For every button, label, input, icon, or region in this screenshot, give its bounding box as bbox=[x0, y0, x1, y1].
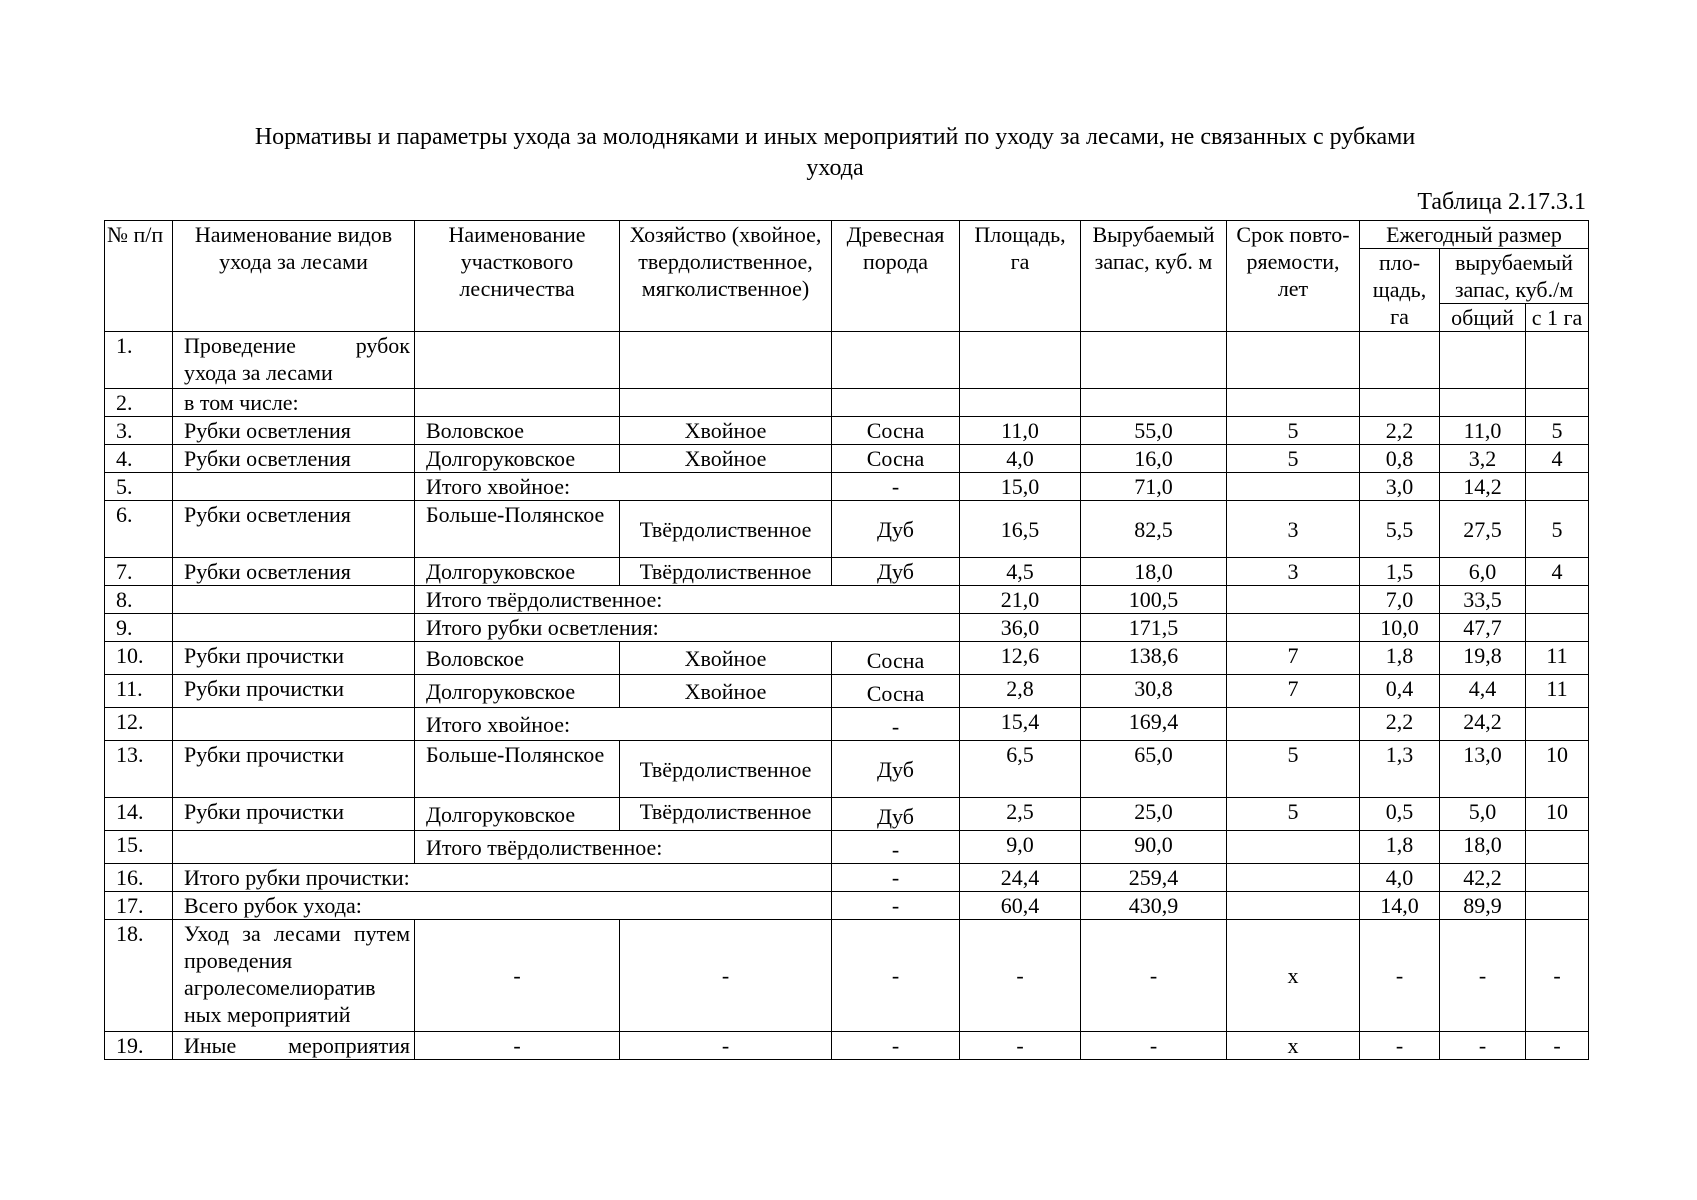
cell-num: 13. bbox=[105, 741, 173, 798]
cell-annual-total: 47,7 bbox=[1440, 614, 1526, 642]
header-volume: Вырубаемый запас, куб. м bbox=[1081, 221, 1227, 332]
cell-annual-per-ha: - bbox=[1526, 1032, 1589, 1060]
cell-annual-total: 14,2 bbox=[1440, 473, 1526, 501]
cell-annual-total: 6,0 bbox=[1440, 558, 1526, 586]
table-row bbox=[105, 1032, 1589, 1060]
header-forestry: Наименование участкового лесничества bbox=[415, 221, 620, 332]
cell-annual-total: 5,0 bbox=[1440, 798, 1526, 831]
cell-economy: Твёрдолиственное bbox=[620, 501, 832, 558]
cell-annual-area: 10,0 bbox=[1360, 614, 1440, 642]
cell-species: Сосна bbox=[832, 445, 960, 473]
table-row bbox=[105, 864, 1589, 892]
table-row bbox=[105, 501, 1589, 558]
header-period: Срок повто-ряемости, лет bbox=[1227, 221, 1360, 332]
table-row bbox=[105, 708, 1589, 741]
cell-annual-total: 19,8 bbox=[1440, 642, 1526, 675]
cell-economy: - bbox=[620, 920, 832, 1032]
cell-volume: 71,0 bbox=[1081, 473, 1227, 501]
cell-subtotal-label: Итого хвойное: bbox=[415, 473, 832, 501]
cell-volume: 65,0 bbox=[1081, 741, 1227, 798]
table-row bbox=[105, 558, 1589, 586]
cell-num: 12. bbox=[105, 708, 173, 741]
cell-type: Рубки осветления bbox=[173, 501, 415, 558]
cell-species: - bbox=[832, 864, 960, 892]
cell-annual-per-ha: 11 bbox=[1526, 675, 1589, 708]
cell-annual-area: 1,8 bbox=[1360, 831, 1440, 864]
cell-volume: 430,9 bbox=[1081, 892, 1227, 920]
cell-annual-area: 14,0 bbox=[1360, 892, 1440, 920]
cell-num: 10. bbox=[105, 642, 173, 675]
header-economy: Хозяйство (хвойное, твердолиственное, мягколиственное) bbox=[620, 221, 832, 332]
cell-annual-per-ha: - bbox=[1526, 920, 1589, 1032]
cell-volume: 171,5 bbox=[1081, 614, 1227, 642]
cell-species: - bbox=[832, 708, 960, 741]
cell-forestry: - bbox=[415, 920, 620, 1032]
cell-num: 8. bbox=[105, 586, 173, 614]
cell-area: 16,5 bbox=[960, 501, 1081, 558]
cell-volume: 169,4 bbox=[1081, 708, 1227, 741]
cell-annual-total: - bbox=[1440, 1032, 1526, 1060]
header-annual-total: общий bbox=[1440, 304, 1526, 332]
cell-annual-total: 3,2 bbox=[1440, 445, 1526, 473]
cell-annual-per-ha: 4 bbox=[1526, 445, 1589, 473]
table-row bbox=[105, 741, 1589, 798]
cell-volume: 25,0 bbox=[1081, 798, 1227, 831]
cell-species: Дуб bbox=[832, 501, 960, 558]
cell-annual-per-ha: 10 bbox=[1526, 741, 1589, 798]
cell-annual-total: 33,5 bbox=[1440, 586, 1526, 614]
cell-species: - bbox=[832, 892, 960, 920]
cell-subtotal-label: Итого твёрдолиственное: bbox=[415, 831, 832, 864]
cell-economy: Хвойное bbox=[620, 675, 832, 708]
cell-type: Рубки прочистки bbox=[173, 675, 415, 708]
cell-num: 3. bbox=[105, 417, 173, 445]
cell-annual-area: 0,4 bbox=[1360, 675, 1440, 708]
cell-annual-area: 7,0 bbox=[1360, 586, 1440, 614]
cell-species: - bbox=[832, 473, 960, 501]
cell-annual-area: 1,5 bbox=[1360, 558, 1440, 586]
cell-area: 4,5 bbox=[960, 558, 1081, 586]
document-title bbox=[190, 122, 1480, 184]
cell-volume: 138,6 bbox=[1081, 642, 1227, 675]
cell-annual-area: 5,5 bbox=[1360, 501, 1440, 558]
cell-annual-area: - bbox=[1360, 920, 1440, 1032]
cell-period: 3 bbox=[1227, 558, 1360, 586]
cell-type: Рубки прочистки bbox=[173, 642, 415, 675]
table-row bbox=[105, 417, 1589, 445]
cell-volume: 82,5 bbox=[1081, 501, 1227, 558]
cell-type: Проведение рубок ухода за лесами bbox=[173, 332, 415, 389]
cell-num: 11. bbox=[105, 675, 173, 708]
cell-area: 2,5 bbox=[960, 798, 1081, 831]
cell-period: 5 bbox=[1227, 417, 1360, 445]
header-area: Площадь, га bbox=[960, 221, 1081, 332]
cell-num: 5. bbox=[105, 473, 173, 501]
cell-forestry: - bbox=[415, 1032, 620, 1060]
cell-num: 14. bbox=[105, 798, 173, 831]
cell-forestry: Долгоруковское bbox=[415, 675, 620, 708]
cell-annual-per-ha: 10 bbox=[1526, 798, 1589, 831]
cell-annual-per-ha: 5 bbox=[1526, 417, 1589, 445]
cell-area: - bbox=[960, 920, 1081, 1032]
cell-subtotal-label: Итого твёрдолиственное: bbox=[415, 586, 960, 614]
title-line-1: Нормативы и параметры ухода за молодняками и иных мероприятий по уходу за лесами, не связанных с рубками bbox=[254, 124, 1416, 150]
cell-species: - bbox=[832, 1032, 960, 1060]
cell-area: - bbox=[960, 1032, 1081, 1060]
table-row bbox=[105, 586, 1589, 614]
cell-num: 16. bbox=[105, 864, 173, 892]
table-row bbox=[105, 332, 1589, 389]
cell-subtotal-label: Итого рубки осветления: bbox=[415, 614, 960, 642]
cell-annual-area: 1,3 bbox=[1360, 741, 1440, 798]
cell-num: 2. bbox=[105, 389, 173, 417]
cell-annual-total: 4,4 bbox=[1440, 675, 1526, 708]
cell-volume: 30,8 bbox=[1081, 675, 1227, 708]
cell-economy: Твёрдолиственное bbox=[620, 558, 832, 586]
header-num: № п/п bbox=[105, 221, 173, 332]
title-line-2: ухода bbox=[806, 155, 864, 181]
cell-annual-area: 1,8 bbox=[1360, 642, 1440, 675]
forest-care-table bbox=[104, 220, 1589, 1060]
cell-total-label: Всего рубок ухода: bbox=[173, 892, 832, 920]
cell-area: 11,0 bbox=[960, 417, 1081, 445]
cell-economy: Твёрдолиственное bbox=[620, 741, 832, 798]
cell-annual-total: 27,5 bbox=[1440, 501, 1526, 558]
table-header bbox=[105, 221, 1589, 332]
cell-type: Рубки осветления bbox=[173, 417, 415, 445]
cell-species: Дуб bbox=[832, 558, 960, 586]
cell-num: 17. bbox=[105, 892, 173, 920]
cell-num: 6. bbox=[105, 501, 173, 558]
header-annual-volume: вырубаемый запас, куб./м bbox=[1440, 249, 1589, 304]
cell-type: Рубки осветления bbox=[173, 558, 415, 586]
cell-economy: Хвойное bbox=[620, 417, 832, 445]
header-annual: Ежегодный размер bbox=[1360, 221, 1589, 249]
cell-period: 7 bbox=[1227, 675, 1360, 708]
cell-num: 18. bbox=[105, 920, 173, 1032]
cell-annual-total: 24,2 bbox=[1440, 708, 1526, 741]
cell-num: 7. bbox=[105, 558, 173, 586]
cell-annual-total: 13,0 bbox=[1440, 741, 1526, 798]
cell-forestry: Долгоруковское bbox=[415, 445, 620, 473]
cell-volume: 16,0 bbox=[1081, 445, 1227, 473]
cell-forestry: Больше-Полянское bbox=[415, 741, 620, 798]
cell-period: x bbox=[1227, 1032, 1360, 1060]
cell-species: Дуб bbox=[832, 741, 960, 798]
cell-num: 15. bbox=[105, 831, 173, 864]
cell-area: 24,4 bbox=[960, 864, 1081, 892]
cell-area: 15,0 bbox=[960, 473, 1081, 501]
cell-type: Иные мероприятия bbox=[173, 1032, 415, 1060]
header-annual-area: пло-щадь, га bbox=[1360, 249, 1440, 332]
cell-type: Уход за лесами путем проведения агролесомелиоратив ных мероприятий bbox=[173, 920, 415, 1032]
cell-annual-total: 42,2 bbox=[1440, 864, 1526, 892]
cell-forestry: Воловское bbox=[415, 417, 620, 445]
header-annual-per-ha: с 1 га bbox=[1526, 304, 1589, 332]
cell-area: 36,0 bbox=[960, 614, 1081, 642]
cell-species: Сосна bbox=[832, 675, 960, 708]
cell-period: 7 bbox=[1227, 642, 1360, 675]
cell-period: 3 bbox=[1227, 501, 1360, 558]
table-row bbox=[105, 614, 1589, 642]
table-body bbox=[105, 332, 1589, 1060]
table-row bbox=[105, 675, 1589, 708]
cell-annual-area: 2,2 bbox=[1360, 708, 1440, 741]
cell-volume: 259,4 bbox=[1081, 864, 1227, 892]
cell-annual-area: 4,0 bbox=[1360, 864, 1440, 892]
cell-area: 21,0 bbox=[960, 586, 1081, 614]
cell-type: Рубки прочистки bbox=[173, 741, 415, 798]
table-row bbox=[105, 831, 1589, 864]
table-row bbox=[105, 642, 1589, 675]
cell-subtotal-label: Итого хвойное: bbox=[415, 708, 832, 741]
cell-num: 1. bbox=[105, 332, 173, 389]
cell-area: 6,5 bbox=[960, 741, 1081, 798]
table-number: Таблица 2.17.3.1 bbox=[1417, 189, 1586, 215]
cell-volume: - bbox=[1081, 920, 1227, 1032]
cell-num: 4. bbox=[105, 445, 173, 473]
cell-annual-total: 11,0 bbox=[1440, 417, 1526, 445]
cell-annual-area: 0,5 bbox=[1360, 798, 1440, 831]
cell-period: 5 bbox=[1227, 741, 1360, 798]
cell-period: 5 bbox=[1227, 445, 1360, 473]
cell-species: Сосна bbox=[832, 417, 960, 445]
cell-annual-area: 0,8 bbox=[1360, 445, 1440, 473]
cell-area: 12,6 bbox=[960, 642, 1081, 675]
cell-volume: 90,0 bbox=[1081, 831, 1227, 864]
cell-type: Рубки осветления bbox=[173, 445, 415, 473]
cell-annual-area: 3,0 bbox=[1360, 473, 1440, 501]
cell-annual-per-ha: 5 bbox=[1526, 501, 1589, 558]
header-species: Древесная порода bbox=[832, 221, 960, 332]
cell-species: - bbox=[832, 920, 960, 1032]
cell-forestry: Воловское bbox=[415, 642, 620, 675]
cell-forestry: Долгоруковское bbox=[415, 798, 620, 831]
cell-total-label: Итого рубки прочистки: bbox=[173, 864, 832, 892]
cell-annual-total: 18,0 bbox=[1440, 831, 1526, 864]
cell-volume: 55,0 bbox=[1081, 417, 1227, 445]
cell-area: 9,0 bbox=[960, 831, 1081, 864]
table-row bbox=[105, 798, 1589, 831]
cell-area: 4,0 bbox=[960, 445, 1081, 473]
cell-volume: - bbox=[1081, 1032, 1227, 1060]
header-type: Наименование видов ухода за лесами bbox=[173, 221, 415, 332]
table-row bbox=[105, 389, 1589, 417]
cell-area: 60,4 bbox=[960, 892, 1081, 920]
cell-annual-total: 89,9 bbox=[1440, 892, 1526, 920]
cell-economy: Хвойное bbox=[620, 445, 832, 473]
cell-economy: Хвойное bbox=[620, 642, 832, 675]
cell-area: 15,4 bbox=[960, 708, 1081, 741]
cell-species: Дуб bbox=[832, 798, 960, 831]
cell-species: Сосна bbox=[832, 642, 960, 675]
cell-period: x bbox=[1227, 920, 1360, 1032]
cell-economy: Твёрдолиственное bbox=[620, 798, 832, 831]
cell-annual-total: - bbox=[1440, 920, 1526, 1032]
cell-num: 9. bbox=[105, 614, 173, 642]
cell-period: 5 bbox=[1227, 798, 1360, 831]
cell-annual-area: 2,2 bbox=[1360, 417, 1440, 445]
cell-economy: - bbox=[620, 1032, 832, 1060]
cell-volume: 18,0 bbox=[1081, 558, 1227, 586]
cell-forestry: Больше-Полянское bbox=[415, 501, 620, 558]
cell-num: 19. bbox=[105, 1032, 173, 1060]
table-row bbox=[105, 445, 1589, 473]
cell-forestry: Долгоруковское bbox=[415, 558, 620, 586]
table-row bbox=[105, 892, 1589, 920]
cell-annual-per-ha: 4 bbox=[1526, 558, 1589, 586]
cell-type: Рубки прочистки bbox=[173, 798, 415, 831]
table-row bbox=[105, 920, 1589, 1032]
table-row bbox=[105, 473, 1589, 501]
cell-type: в том числе: bbox=[173, 389, 415, 417]
cell-species: - bbox=[832, 831, 960, 864]
cell-annual-area: - bbox=[1360, 1032, 1440, 1060]
cell-annual-per-ha: 11 bbox=[1526, 642, 1589, 675]
cell-area: 2,8 bbox=[960, 675, 1081, 708]
cell-volume: 100,5 bbox=[1081, 586, 1227, 614]
